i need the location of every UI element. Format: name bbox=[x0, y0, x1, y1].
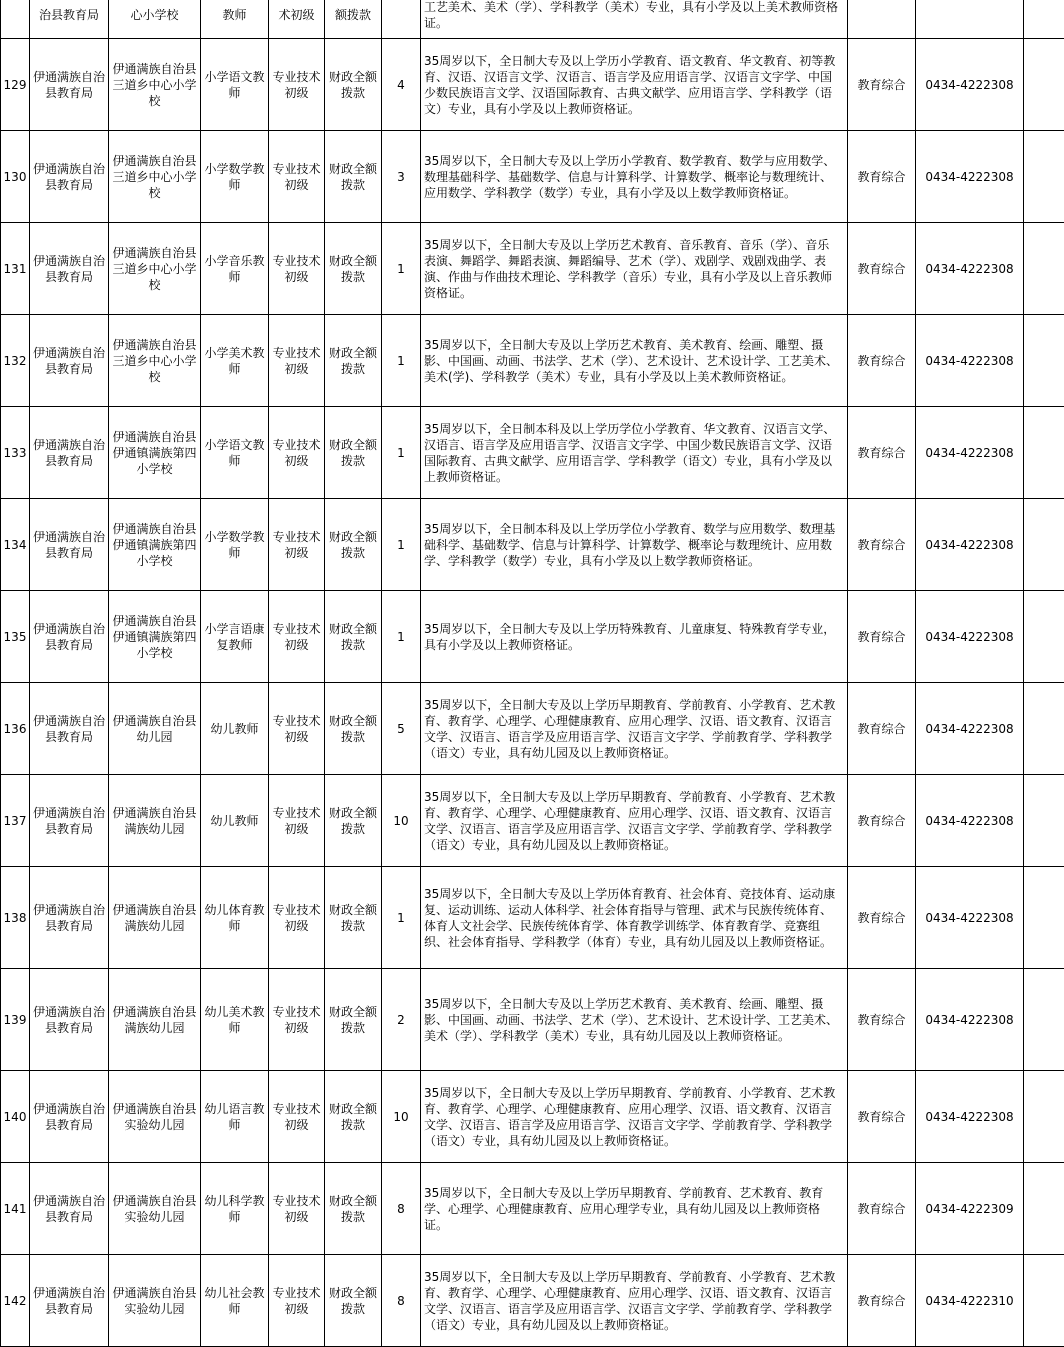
cell-funding: 财政全额拨款 bbox=[325, 131, 382, 223]
cell-note bbox=[1024, 1255, 1064, 1347]
cell-note bbox=[1024, 867, 1064, 969]
table-row bbox=[1, 315, 1064, 407]
cell-count: 1 bbox=[382, 315, 421, 407]
cell-dept: 伊通满族自治县教育局 bbox=[30, 683, 109, 775]
cell-position: 幼儿美术教师 bbox=[201, 969, 269, 1071]
cell-funding: 财政全额拨款 bbox=[325, 407, 382, 499]
cell-no: 131 bbox=[1, 223, 30, 315]
cell-subject: 教育综合 bbox=[848, 407, 916, 499]
cell-requirement: 35周岁以下，全日制大专及以上学历特殊教育、儿童康复、特殊教育学专业，具有小学及以上教师资格证。 bbox=[421, 591, 848, 683]
cell-level: 术初级 bbox=[269, 0, 325, 39]
cell-position: 小学言语康复教师 bbox=[201, 591, 269, 683]
cell-funding: 财政全额拨款 bbox=[325, 1255, 382, 1347]
cell-level: 专业技术初级 bbox=[269, 1255, 325, 1347]
cell-unit: 伊通满族自治县实验幼儿园 bbox=[109, 1163, 201, 1255]
cell-tel: 0434-4222308 bbox=[916, 1071, 1024, 1163]
cell-no: 136 bbox=[1, 683, 30, 775]
cell-requirement: 35周岁以下，全日制大专及以上学历早期教育、学前教育、艺术教育、教育学、心理学、心理健康教育、应用心理学专业，具有幼儿园及以上教师资格证。 bbox=[421, 1163, 848, 1255]
cell-unit: 伊通满族自治县伊通镇满族第四小学校 bbox=[109, 499, 201, 591]
cell-unit: 伊通满族自治县实验幼儿园 bbox=[109, 1255, 201, 1347]
cell-tel: 0434-4222309 bbox=[916, 1163, 1024, 1255]
cell-dept: 伊通满族自治县教育局 bbox=[30, 407, 109, 499]
cell-subject: 教育综合 bbox=[848, 131, 916, 223]
cell-no bbox=[1, 0, 30, 39]
cell-level: 专业技术初级 bbox=[269, 1071, 325, 1163]
cell-no: 139 bbox=[1, 969, 30, 1071]
cell-subject: 教育综合 bbox=[848, 315, 916, 407]
table-row bbox=[1, 223, 1064, 315]
cell-position: 幼儿科学教师 bbox=[201, 1163, 269, 1255]
table-row bbox=[1, 591, 1064, 683]
cell-note bbox=[1024, 315, 1064, 407]
cell-position: 小学数学教师 bbox=[201, 499, 269, 591]
cell-requirement: 35周岁以下，全日制大专及以上学历艺术教育、音乐教育、音乐（学）、音乐表演、舞蹈学、舞蹈表演、舞蹈编导、艺术（学）、戏剧学、戏剧戏曲学、表演、作曲与作曲技术理论、学科教学（音乐）专业，具有小学及以上音乐教师资格证。 bbox=[421, 223, 848, 315]
table-row bbox=[1, 683, 1064, 775]
table-row bbox=[1, 969, 1064, 1071]
cell-tel: 0434-4222308 bbox=[916, 407, 1024, 499]
table-row-partial bbox=[1, 0, 1064, 39]
cell-subject: 教育综合 bbox=[848, 775, 916, 867]
cell-funding: 财政全额拨款 bbox=[325, 1071, 382, 1163]
cell-tel: 0434-4222308 bbox=[916, 867, 1024, 969]
cell-count: 1 bbox=[382, 867, 421, 969]
cell-level: 专业技术初级 bbox=[269, 223, 325, 315]
cell-count: 1 bbox=[382, 499, 421, 591]
cell-subject: 教育综合 bbox=[848, 969, 916, 1071]
cell-subject: 教育综合 bbox=[848, 223, 916, 315]
table-row bbox=[1, 39, 1064, 131]
cell-tel: 0434-4222310 bbox=[916, 1255, 1024, 1347]
cell-position: 幼儿语言教师 bbox=[201, 1071, 269, 1163]
table-row bbox=[1, 131, 1064, 223]
cell-position: 小学语文教师 bbox=[201, 39, 269, 131]
cell-level: 专业技术初级 bbox=[269, 1163, 325, 1255]
cell-funding: 财政全额拨款 bbox=[325, 969, 382, 1071]
cell-requirement: 35周岁以下，全日制大专及以上学历早期教育、学前教育、小学教育、艺术教育、教育学、心理学、心理健康教育、应用心理学、汉语、语文教育、汉语言文学、汉语言、语言学及应用语言学、汉语言文字学、学前教育学、学科教学（语文）专业，具有幼儿园及以上教师资格证。 bbox=[421, 683, 848, 775]
cell-dept: 伊通满族自治县教育局 bbox=[30, 131, 109, 223]
cell-tel: 0434-4222308 bbox=[916, 315, 1024, 407]
cell-funding: 财政全额拨款 bbox=[325, 683, 382, 775]
cell-unit: 伊通满族自治县满族幼儿园 bbox=[109, 775, 201, 867]
cell-count: 2 bbox=[382, 969, 421, 1071]
cell-count: 1 bbox=[382, 407, 421, 499]
cell-note bbox=[1024, 775, 1064, 867]
cell-level: 专业技术初级 bbox=[269, 39, 325, 131]
table-row bbox=[1, 1163, 1064, 1255]
cell-subject: 教育综合 bbox=[848, 591, 916, 683]
cell-count: 5 bbox=[382, 683, 421, 775]
cell-level: 专业技术初级 bbox=[269, 315, 325, 407]
cell-requirement: 35周岁以下，全日制大专及以上学历早期教育、学前教育、小学教育、艺术教育、教育学、心理学、心理健康教育、应用心理学、汉语、语文教育、汉语言文学、汉语言、语言学及应用语言学、汉语言文字学、学前教育学、学科教学（语文）专业，具有幼儿园及以上教师资格证。 bbox=[421, 775, 848, 867]
cell-funding: 财政全额拨款 bbox=[325, 775, 382, 867]
table-row bbox=[1, 499, 1064, 591]
cell-dept: 治县教育局 bbox=[30, 0, 109, 39]
cell-subject: 教育综合 bbox=[848, 1255, 916, 1347]
cell-no: 129 bbox=[1, 39, 30, 131]
cell-no: 141 bbox=[1, 1163, 30, 1255]
cell-level: 专业技术初级 bbox=[269, 969, 325, 1071]
cell-level: 专业技术初级 bbox=[269, 591, 325, 683]
cell-requirement: 35周岁以下，全日制本科及以上学历学位小学教育、华文教育、汉语言文学、汉语言、语言学及应用语言学、汉语言文字学、中国少数民族语言文学、汉语国际教育、古典文献学、应用语言学、学科教学（语文）专业，具有小学及以上教师资格证。 bbox=[421, 407, 848, 499]
cell-tel: 0434-4222308 bbox=[916, 131, 1024, 223]
recruitment-table-body bbox=[1, 0, 1064, 1347]
cell-note bbox=[1024, 969, 1064, 1071]
cell-count: 1 bbox=[382, 223, 421, 315]
cell-no: 130 bbox=[1, 131, 30, 223]
cell-note bbox=[1024, 131, 1064, 223]
cell-requirement: 35周岁以下，全日制本科及以上学历学位小学教育、数学与应用数学、数理基础科学、基础数学、信息与计算科学、计算数学、概率论与数理统计、应用数学、学科教学（数学）专业，具有小学及以上数学教师资格证。 bbox=[421, 499, 848, 591]
cell-funding: 财政全额拨款 bbox=[325, 591, 382, 683]
cell-unit: 伊通满族自治县三道乡中心小学校 bbox=[109, 315, 201, 407]
cell-unit: 心小学校 bbox=[109, 0, 201, 39]
cell-tel bbox=[916, 0, 1024, 39]
cell-requirement: 35周岁以下，全日制大专及以上学历艺术教育、美术教育、绘画、雕塑、摄影、中国画、动画、书法学、艺术（学）、艺术设计、艺术设计学、工艺美术、美术（学）、学科教学（美术）专业，具有幼儿园及以上教师资格证。 bbox=[421, 969, 848, 1071]
cell-note bbox=[1024, 223, 1064, 315]
cell-position: 小学数学教师 bbox=[201, 131, 269, 223]
cell-dept: 伊通满族自治县教育局 bbox=[30, 867, 109, 969]
cell-position: 小学美术教师 bbox=[201, 315, 269, 407]
cell-note bbox=[1024, 407, 1064, 499]
cell-position: 幼儿教师 bbox=[201, 775, 269, 867]
cell-count: 10 bbox=[382, 1071, 421, 1163]
cell-dept: 伊通满族自治县教育局 bbox=[30, 775, 109, 867]
cell-level: 专业技术初级 bbox=[269, 499, 325, 591]
cell-dept: 伊通满族自治县教育局 bbox=[30, 39, 109, 131]
cell-dept: 伊通满族自治县教育局 bbox=[30, 315, 109, 407]
cell-no: 142 bbox=[1, 1255, 30, 1347]
cell-level: 专业技术初级 bbox=[269, 407, 325, 499]
cell-position: 小学语文教师 bbox=[201, 407, 269, 499]
cell-no: 132 bbox=[1, 315, 30, 407]
cell-tel: 0434-4222308 bbox=[916, 775, 1024, 867]
cell-unit: 伊通满族自治县伊通镇满族第四小学校 bbox=[109, 407, 201, 499]
cell-position: 幼儿体育教师 bbox=[201, 867, 269, 969]
cell-subject: 教育综合 bbox=[848, 683, 916, 775]
cell-unit: 伊通满族自治县幼儿园 bbox=[109, 683, 201, 775]
cell-count: 1 bbox=[382, 591, 421, 683]
cell-unit: 伊通满族自治县三道乡中心小学校 bbox=[109, 131, 201, 223]
cell-no: 134 bbox=[1, 499, 30, 591]
cell-requirement: 35周岁以下，全日制大专及以上学历早期教育、学前教育、小学教育、艺术教育、教育学、心理学、心理健康教育、应用心理学、汉语、语文教育、汉语言文学、汉语言、语言学及应用语言学、汉语言文字学、学前教育学、学科教学（语文）专业，具有幼儿园及以上教师资格证。 bbox=[421, 1255, 848, 1347]
cell-no: 138 bbox=[1, 867, 30, 969]
cell-requirement: 35周岁以下，全日制大专及以上学历小学教育、数学教育、数学与应用数学、数理基础科学、基础数学、信息与计算科学、计算数学、概率论与数理统计、应用数学、学科教学（数学）专业，具有小学及以上数学教师资格证。 bbox=[421, 131, 848, 223]
cell-dept: 伊通满族自治县教育局 bbox=[30, 591, 109, 683]
cell-count: 8 bbox=[382, 1255, 421, 1347]
table-row bbox=[1, 1255, 1064, 1347]
table-row bbox=[1, 867, 1064, 969]
cell-requirement: 工艺美术、美术（学）、学科教学（美术）专业，具有小学及以上美术教师资格证。 bbox=[421, 0, 848, 39]
cell-dept: 伊通满族自治县教育局 bbox=[30, 223, 109, 315]
cell-funding: 财政全额拨款 bbox=[325, 499, 382, 591]
cell-subject: 教育综合 bbox=[848, 1071, 916, 1163]
cell-subject: 教育综合 bbox=[848, 1163, 916, 1255]
cell-requirement: 35周岁以下，全日制大专及以上学历早期教育、学前教育、小学教育、艺术教育、教育学、心理学、心理健康教育、应用心理学、汉语、语文教育、汉语言文学、汉语言、语言学及应用语言学、汉语言文字学、学前教育学、学科教学（语文）专业，具有幼儿园及以上教师资格证。 bbox=[421, 1071, 848, 1163]
cell-funding: 额拨款 bbox=[325, 0, 382, 39]
cell-note bbox=[1024, 0, 1064, 39]
cell-funding: 财政全额拨款 bbox=[325, 867, 382, 969]
cell-subject: 教育综合 bbox=[848, 39, 916, 131]
cell-count: 10 bbox=[382, 775, 421, 867]
cell-subject bbox=[848, 0, 916, 39]
cell-note bbox=[1024, 683, 1064, 775]
cell-level: 专业技术初级 bbox=[269, 775, 325, 867]
cell-unit: 伊通满族自治县伊通镇满族第四小学校 bbox=[109, 591, 201, 683]
cell-funding: 财政全额拨款 bbox=[325, 223, 382, 315]
cell-unit: 伊通满族自治县三道乡中心小学校 bbox=[109, 39, 201, 131]
cell-count: 8 bbox=[382, 1163, 421, 1255]
table-row bbox=[1, 407, 1064, 499]
cell-level: 专业技术初级 bbox=[269, 683, 325, 775]
cell-level: 专业技术初级 bbox=[269, 131, 325, 223]
cell-dept: 伊通满族自治县教育局 bbox=[30, 1255, 109, 1347]
cell-no: 140 bbox=[1, 1071, 30, 1163]
cell-subject: 教育综合 bbox=[848, 499, 916, 591]
cell-position: 幼儿社会教师 bbox=[201, 1255, 269, 1347]
cell-tel: 0434-4222308 bbox=[916, 499, 1024, 591]
cell-requirement: 35周岁以下，全日制大专及以上学历艺术教育、美术教育、绘画、雕塑、摄影、中国画、动画、书法学、艺术（学）、艺术设计、艺术设计学、工艺美术、美术(学)、学科教学（美术）专业，具有小学及以上美术教师资格证。 bbox=[421, 315, 848, 407]
cell-no: 137 bbox=[1, 775, 30, 867]
cell-count bbox=[382, 0, 421, 39]
cell-dept: 伊通满族自治县教育局 bbox=[30, 1071, 109, 1163]
cell-unit: 伊通满族自治县实验幼儿园 bbox=[109, 1071, 201, 1163]
cell-count: 3 bbox=[382, 131, 421, 223]
cell-funding: 财政全额拨款 bbox=[325, 39, 382, 131]
cell-funding: 财政全额拨款 bbox=[325, 1163, 382, 1255]
cell-funding: 财政全额拨款 bbox=[325, 315, 382, 407]
cell-dept: 伊通满族自治县教育局 bbox=[30, 1163, 109, 1255]
cell-tel: 0434-4222308 bbox=[916, 683, 1024, 775]
cell-tel: 0434-4222308 bbox=[916, 969, 1024, 1071]
cell-position: 幼儿教师 bbox=[201, 683, 269, 775]
cell-no: 133 bbox=[1, 407, 30, 499]
cell-subject: 教育综合 bbox=[848, 867, 916, 969]
table-row bbox=[1, 775, 1064, 867]
cell-tel: 0434-4222308 bbox=[916, 591, 1024, 683]
cell-unit: 伊通满族自治县满族幼儿园 bbox=[109, 969, 201, 1071]
cell-note bbox=[1024, 39, 1064, 131]
cell-tel: 0434-4222308 bbox=[916, 39, 1024, 131]
cell-note bbox=[1024, 499, 1064, 591]
cell-position: 小学音乐教师 bbox=[201, 223, 269, 315]
table-row bbox=[1, 1071, 1064, 1163]
cell-note bbox=[1024, 1163, 1064, 1255]
cell-dept: 伊通满族自治县教育局 bbox=[30, 969, 109, 1071]
cell-level: 专业技术初级 bbox=[269, 867, 325, 969]
cell-note bbox=[1024, 1071, 1064, 1163]
cell-requirement: 35周岁以下，全日制大专及以上学历体育教育、社会体育、竞技体育、运动康复、运动训练、运动人体科学、社会体育指导与管理、武术与民族传统体育、体育人文社会学、民族传统体育学、体育教学训练学、体育教育学、竞赛组织、社会体育指导、学科教学（体育）专业，具有幼儿园及以上教师资格证。 bbox=[421, 867, 848, 969]
cell-requirement: 35周岁以下，全日制大专及以上学历小学教育、语文教育、华文教育、初等教育、汉语、汉语言文学、汉语言、语言学及应用语言学、汉语言文字学、中国少数民族语言文学、汉语国际教育、古典文献学、应用语言学、学科教学（语文）专业，具有小学及以上教师资格证。 bbox=[421, 39, 848, 131]
cell-unit: 伊通满族自治县满族幼儿园 bbox=[109, 867, 201, 969]
cell-no: 135 bbox=[1, 591, 30, 683]
cell-count: 4 bbox=[382, 39, 421, 131]
cell-unit: 伊通满族自治县三道乡中心小学校 bbox=[109, 223, 201, 315]
cell-position: 教师 bbox=[201, 0, 269, 39]
cell-dept: 伊通满族自治县教育局 bbox=[30, 499, 109, 591]
cell-note bbox=[1024, 591, 1064, 683]
cell-tel: 0434-4222308 bbox=[916, 223, 1024, 315]
